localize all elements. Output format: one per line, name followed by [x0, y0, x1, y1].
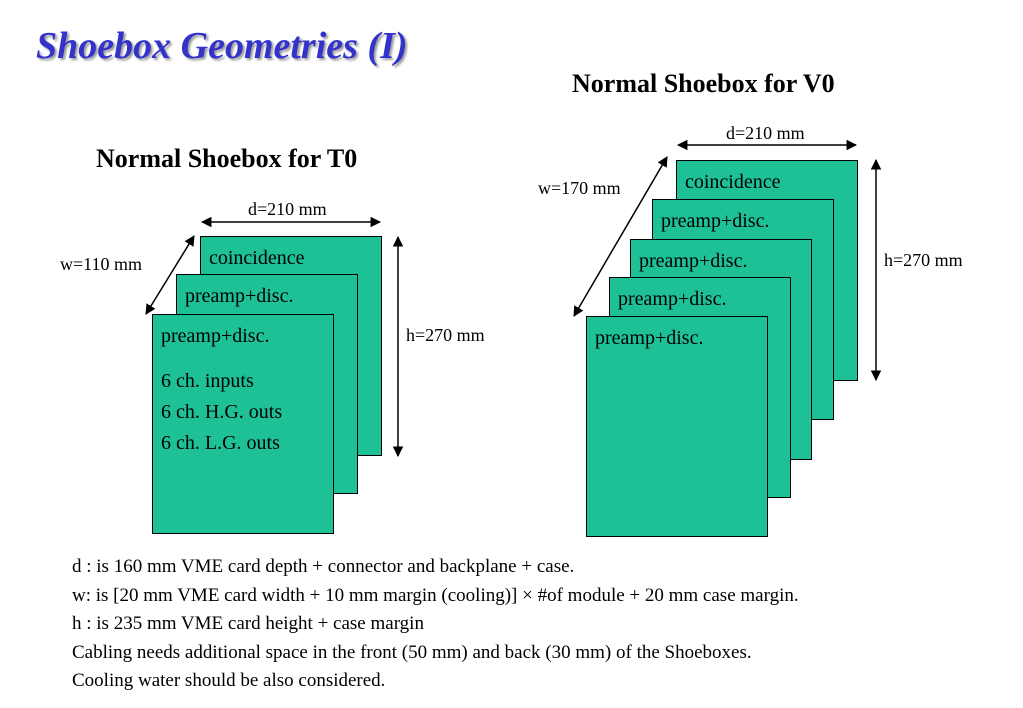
card-detail-hg-outs: 6 ch. H.G. outs	[161, 401, 283, 423]
t0-width-label: w=110 mm	[60, 254, 142, 274]
t0-heading: Normal Shoebox for T0	[96, 144, 358, 173]
card-label: preamp+disc.	[639, 250, 748, 272]
v0-height-label: h=270 mm	[884, 250, 963, 270]
note-cabling: Cabling needs additional space in the front (50 mm) and back (30 mm) of the Shoeboxes.	[72, 641, 752, 663]
note-cooling: Cooling water should be also considered.	[72, 670, 386, 691]
card-label: preamp+disc.	[185, 285, 294, 307]
notes	[72, 553, 799, 696]
card-label: coincidence	[209, 247, 305, 269]
card-detail-lg-outs: 6 ch. L.G. outs	[161, 432, 280, 454]
note-depth: d : is 160 mm VME card depth + connector and backplane + case.	[72, 556, 575, 577]
card-detail-inputs: 6 ch. inputs	[161, 370, 254, 392]
card-label: preamp+disc.	[595, 327, 704, 349]
note-height: h : is 235 mm VME card height + case margin	[72, 613, 424, 634]
v0-width-label: w=170 mm	[538, 178, 621, 198]
t0-card-preamp-front	[152, 314, 334, 534]
t0-height-label: h=270 mm	[406, 325, 485, 345]
note-width: w: is [20 mm VME card width + 10 mm margin (cooling)] × #of module + 20 mm case margin.	[72, 584, 799, 606]
card-label: preamp+disc.	[661, 210, 770, 232]
v0-card-preamp-front	[586, 316, 768, 537]
card-label: coincidence	[685, 171, 781, 193]
v0-heading: Normal Shoebox for V0	[572, 69, 835, 98]
card-label: preamp+disc.	[618, 288, 727, 310]
slide-title: Shoebox Geometries (I)	[36, 25, 408, 67]
v0-depth-label: d=210 mm	[726, 123, 805, 143]
t0-depth-label: d=210 mm	[248, 199, 327, 219]
card-label: preamp+disc.	[161, 325, 270, 347]
